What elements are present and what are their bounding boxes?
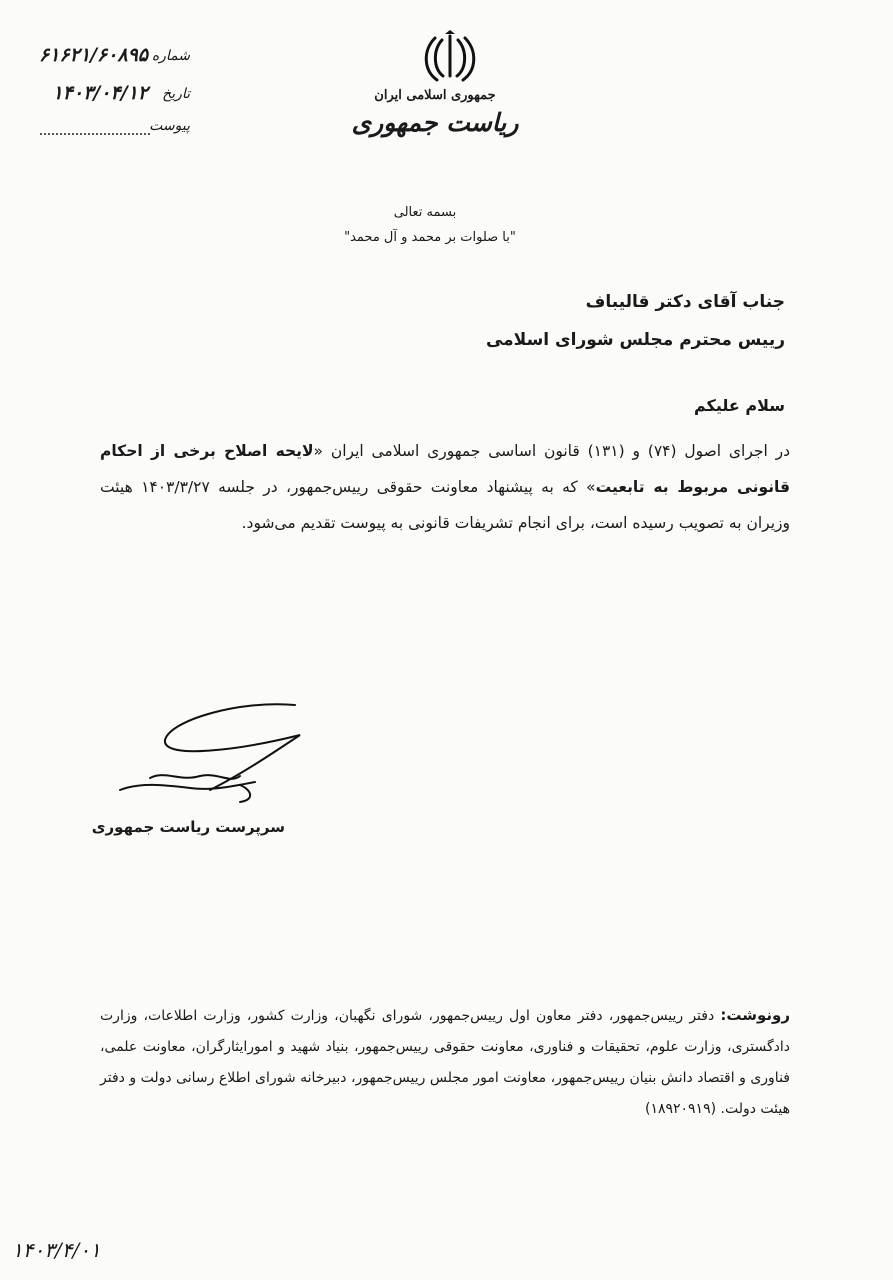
salavat-line: "با صلوات بر محمد و آل محمد": [344, 230, 516, 245]
signer-title: سرپرست ریاست جمهوری: [91, 818, 285, 836]
cc-list: [100, 1000, 790, 1125]
cc-label: رونوشت:: [720, 1006, 790, 1024]
addressee-title: رییس محترم مجلس شورای اسلامی: [485, 330, 785, 350]
header-subtitle: جمهوری اسلامی ایران: [374, 88, 496, 103]
header-title: ریاست جمهوری: [351, 108, 519, 137]
letter-number-row: [20, 46, 190, 68]
body-intro: در اجرای اصول (۷۴) و (۱۳۱) قانون اساسی جمهوری اسلامی ایران «: [313, 442, 790, 460]
greeting: سلام علیکم: [693, 396, 785, 415]
letter-body: [100, 433, 790, 541]
bismillah: بسمه تعالی: [393, 205, 457, 220]
letter-number-label: شماره: [151, 48, 190, 64]
addressee-name: جناب آقای دکتر قالیباف: [585, 292, 785, 312]
body-conclusion: » که به پیشنهاد معاونت حقوقی رییس‌جمهور، در جلسه ۱۴۰۳/۳/۲۷ هیئت وزیران به تصویب رسیده است، برای انجام تشریفات قانونی به پیوست تقدیم می‌شود.: [100, 478, 790, 532]
footer-handwritten-number: ۱۴۰۳/۴/۰۱: [12, 1238, 101, 1262]
attachment-label: پیوست: [149, 118, 190, 134]
bill-title: لایحه اصلاح برخی از احکام قانونی مربوط به تابعیت: [100, 442, 790, 496]
cc-text: دفتر رییس‌جمهور، دفتر معاون اول رییس‌جمهور، شورای نگهبان، وزارت کشور، وزارت اطلاعات، وزارت دادگستری، وزارت علوم، تحقیقات و فناوری، معاونت حقوقی رییس‌جمهور، بنیاد شهید و امورایثارگران، معاونت علمی، فناوری و اقتصاد دانش بنیان رییس‌جمهور، معاونت امور مجلس رییس‌جمهور، دبیرخانه شورای اطلاع رسانی دولت و دفتر هیئت دولت. (۱۸۹۲۰۹۱۹): [100, 1008, 790, 1117]
attachment-row: [20, 116, 190, 138]
letter-date-row: [20, 84, 190, 106]
letter-date-value: ۱۴۰۳/۰۴/۱۲: [52, 82, 148, 104]
letter-number-value: ۶۱۶۲۱/۶۰۸۹۵: [39, 44, 148, 66]
iran-emblem-icon: [415, 30, 485, 85]
attachment-dotted-line: [40, 133, 150, 135]
letter-date-label: تاریخ: [162, 86, 190, 102]
handwritten-signature: [90, 690, 320, 810]
